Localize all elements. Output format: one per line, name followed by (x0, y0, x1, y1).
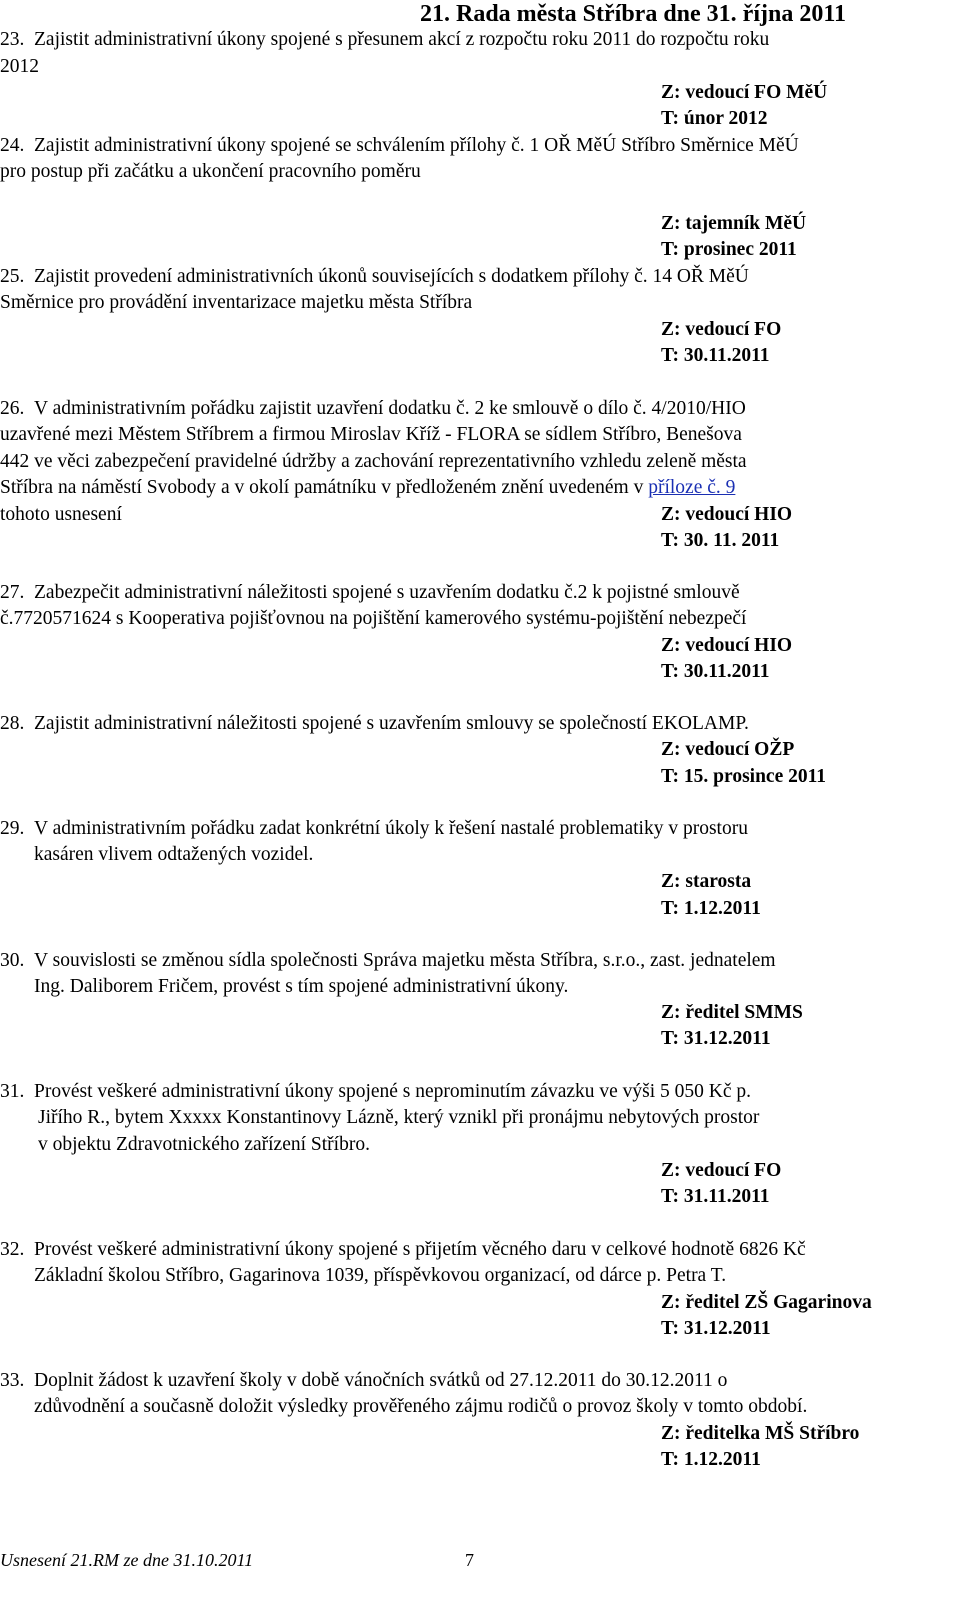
item-number: 32. (0, 1239, 25, 1260)
resolution-item-30-line2 (0, 974, 950, 1001)
item-text: Zabezpečit administrativní náležitosti spojené s uzavřením dodatku č.2 k pojistné smlouvě (34, 582, 740, 603)
resolution-item-29-line2 (0, 842, 950, 869)
item-number: 30. (0, 950, 25, 971)
deadline: T: prosinec 2011 (661, 239, 797, 260)
deadline: T: únor 2012 (661, 108, 768, 129)
responsible-person: Z: vedoucí HIO (661, 504, 793, 525)
item-text: Zajistit administrativní náležitosti spojené s uzavřením smlouvy se společností EKOLAMP. (34, 713, 749, 734)
resolution-item-31-line3 (0, 1132, 950, 1159)
responsible-person: Z: ředitel ZŠ Gagarinova (661, 1292, 872, 1313)
item-text-continued: č.7720571624 s Kooperativa pojišťovnou na pojištění kamerového systému-pojištění nebezpečí (0, 608, 747, 629)
deadline: T: 1.12.2011 (661, 1449, 761, 1470)
resolution-item-30 (0, 948, 950, 975)
item-text-continued: zdůvodnění a současně doložit výsledky prověřeného zájmu rodičů o provoz školy v tomto období. (34, 1396, 808, 1417)
responsible-person: Z: ředitel SMMS (661, 1002, 803, 1023)
item-number: 25. (0, 266, 25, 287)
item-text: Zajistit provedení administrativních úkonů souvisejících s dodatkem přílohy č. 14 OŘ MěÚ (34, 266, 749, 287)
responsible-person: Z: vedoucí FO MěÚ (661, 82, 828, 103)
resolution-item-23 (0, 27, 950, 80)
resolution-item-33 (0, 1368, 950, 1395)
responsible-person: Z: tajemník MěÚ (661, 213, 807, 234)
resolution-item-31 (0, 1079, 950, 1106)
item-number: 28. (0, 713, 25, 734)
page-title: 21. Rada města Stříbra dne 31. října 2011 (420, 1, 846, 27)
resolution-item-24 (0, 133, 950, 160)
responsible-person: Z: vedoucí OŽP (661, 739, 795, 760)
item-text: V souvislosti se změnou sídla společnosti Správa majetku města Stříbra, s.r.o., zast. jednatelem (34, 950, 776, 971)
resolution-item-29 (0, 816, 950, 843)
item-number: 33. (0, 1370, 25, 1391)
item-number: 31. (0, 1081, 25, 1102)
responsible-person: Z: vedoucí HIO (661, 635, 793, 656)
item-text-continued (0, 475, 912, 502)
resolution-item-27 (0, 580, 950, 607)
deadline: T: 1.12.2011 (661, 898, 761, 919)
resolution-item-25-continued (0, 290, 950, 317)
item-text: Doplnit žádost k uzavření školy v době vánočních svátků od 27.12.2011 do 30.12.2011 o (34, 1370, 728, 1391)
resolution-item-26-line4 (0, 475, 950, 502)
item-text-fragment: Stříbra na náměstí Svobody a v okolí památníku v předloženém znění uvedeném v (0, 477, 649, 498)
deadline: T: 30.11.2011 (661, 345, 770, 366)
item-text: V administrativním pořádku zadat konkrétní úkoly k řešení nastalé problematiky v prostoru (34, 818, 748, 839)
resolution-item-33-line2 (0, 1394, 950, 1421)
item-text-continued: Základní školou Stříbro, Gagarinova 1039, příspěvkovou organizací, od dárce p. Petra T. (34, 1265, 727, 1286)
item-text-continued: Směrnice pro provádění inventarizace majetku města Stříbra (0, 292, 473, 313)
resolution-item-31-line2 (0, 1105, 950, 1132)
resolution-item-26-line2 (0, 422, 950, 449)
item-text-continued: Jiřího R., bytem Xxxxx Konstantinovy Lázně, který vznikl při pronájmu nebytových prostor (38, 1107, 760, 1128)
attachment-link[interactable]: příloze č. 9 (648, 477, 736, 498)
deadline: T: 31.11.2011 (661, 1186, 770, 1207)
deadline: T: 30.11.2011 (661, 661, 770, 682)
resolution-item-26-line5 (0, 502, 950, 529)
deadline: T: 31.12.2011 (661, 1318, 771, 1339)
item-number: 27. (0, 582, 25, 603)
item-text: Provést veškeré administrativní úkony spojené s neprominutím závazku ve výši 5 050 Kč p. (34, 1081, 752, 1102)
resolution-item-25 (0, 264, 950, 291)
resolution-item-32-line2 (0, 1263, 950, 1290)
item-text-continued: tohoto usnesení (0, 504, 122, 525)
item-number: 29. (0, 818, 25, 839)
deadline: T: 30. 11. 2011 (661, 530, 780, 551)
deadline: T: 31.12.2011 (661, 1028, 771, 1049)
deadline: T: 15. prosince 2011 (661, 766, 827, 787)
item-text-continued: uzavřené mezi Městem Stříbrem a firmou Miroslav Kříž - FLORA se sídlem Stříbro, Benešova (0, 424, 742, 445)
item-text: Zajistit administrativní úkony spojené s přesunem akcí z rozpočtu roku 2011 do rozpočtu roku (34, 29, 770, 50)
resolution-item-28 (0, 711, 950, 738)
item-text-continued: pro postup při začátku a ukončení pracovního poměru (0, 161, 421, 182)
item-text-continued: 2012 (0, 55, 39, 77)
responsible-person: Z: ředitelka MŠ Stříbro (661, 1423, 860, 1444)
item-text-continued: Ing. Daliborem Fričem, provést s tím spojené administrativní úkony. (34, 976, 569, 997)
responsible-person: Z: vedoucí FO (661, 1160, 782, 1181)
item-number: 23. (0, 29, 25, 50)
item-text: Zajistit administrativní úkony spojené se schválením přílohy č. 1 OŘ MěÚ Stříbro Směrnice MěÚ (34, 135, 799, 156)
footer-label: Usnesení 21.RM ze dne 31.10.2011 (0, 1550, 254, 1570)
resolution-item-26 (0, 396, 950, 423)
resolution-item-27-line2 (0, 606, 950, 633)
item-text-continued: 442 ve věci zabezpečení pravidelné údržby a zachování reprezentativního vzhledu zeleně města (0, 451, 747, 472)
responsible-person: Z: starosta (661, 871, 752, 892)
item-text: Provést veškeré administrativní úkony spojené s přijetím věcného daru v celkové hodnotě 6826 Kč (34, 1239, 806, 1260)
item-number: 24. (0, 135, 25, 156)
page-number: 7 (465, 1550, 474, 1570)
resolution-item-32 (0, 1237, 950, 1264)
resolution-item-24-continued (0, 159, 950, 186)
responsible-person: Z: vedoucí FO (661, 319, 782, 340)
resolution-item-26-line3 (0, 449, 950, 476)
item-text-continued: kasáren vlivem odtažených vozidel. (34, 844, 314, 865)
item-text: V administrativním pořádku zajistit uzavření dodatku č. 2 ke smlouvě o dílo č. 4/2010/HIO (34, 398, 746, 419)
item-text-continued: v objektu Zdravotnického zařízení Stříbro. (38, 1134, 370, 1155)
item-number: 26. (0, 398, 25, 419)
